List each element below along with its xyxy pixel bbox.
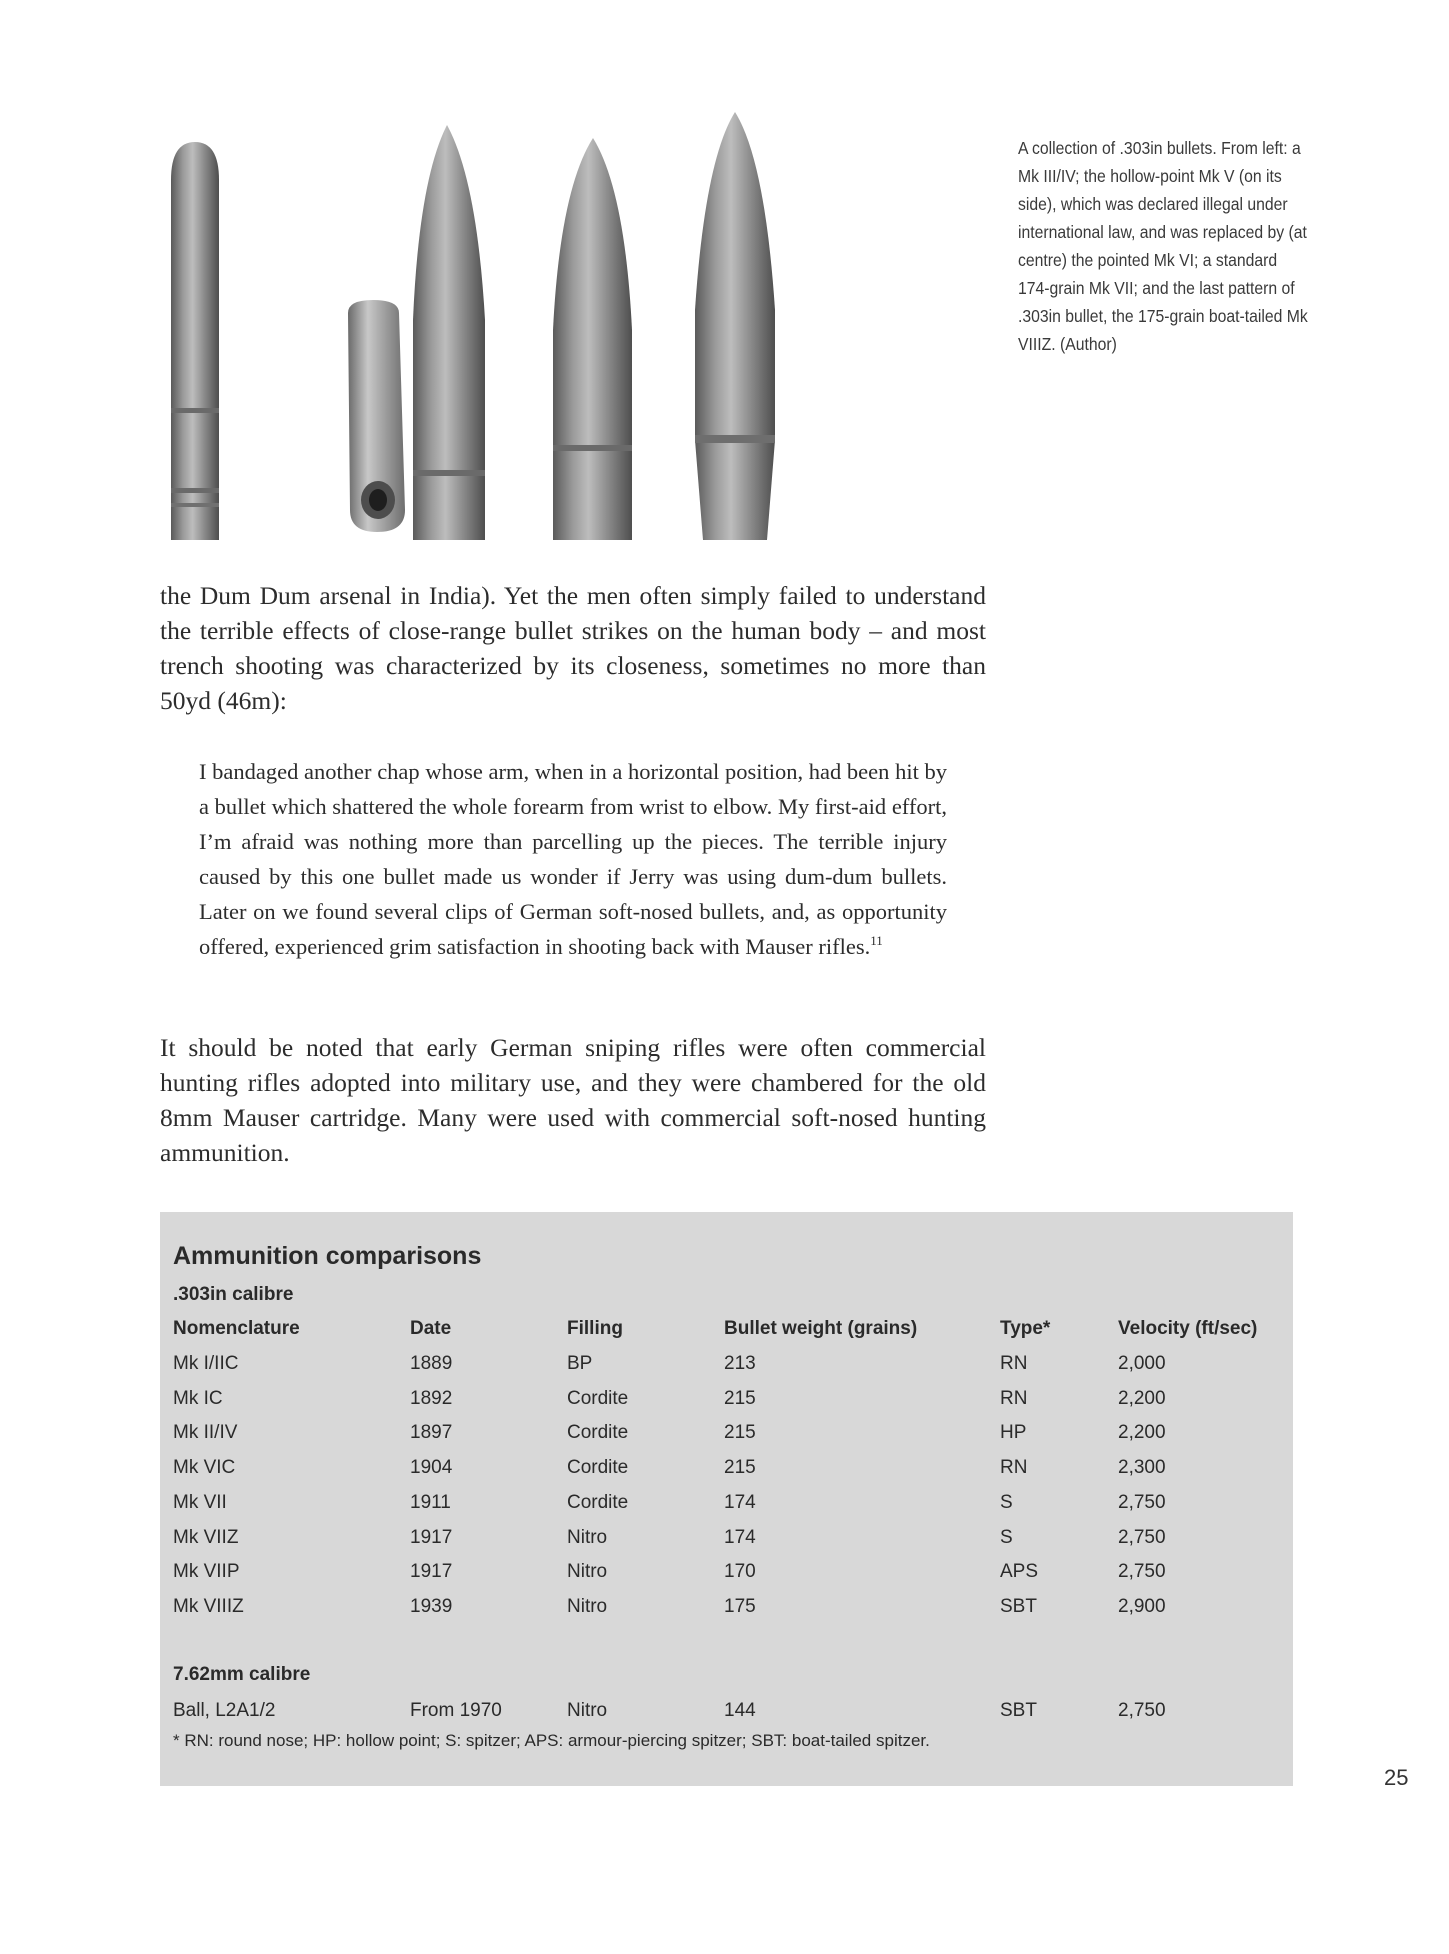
table-row — [160, 1388, 1293, 1418]
table-row — [160, 1527, 1293, 1557]
table-cell: Nitro — [567, 1700, 608, 1721]
body-paragraph: the Dum Dum arsenal in India). Yet the men often simply failed to understand the terrible effects of close-range bullet strikes on the human body – and most trench shooting was characterized by its closeness, sometimes no more than 50yd (46m): — [160, 581, 986, 715]
bullet-mk-v-hollow-point — [348, 300, 405, 532]
bullets-photo — [155, 100, 985, 560]
table-cell: Mk VIC — [173, 1457, 236, 1478]
block-quote — [199, 754, 947, 964]
table-cell: 2,750 — [1118, 1561, 1166, 1582]
table-cell: 170 — [724, 1561, 756, 1582]
table-cell: Cordite — [567, 1422, 629, 1443]
table-cell: 2,900 — [1118, 1596, 1166, 1617]
body-paragraph: It should be noted that early German sniping rifles were often commercial hunting rifles adopted into military use, and they were chambered for the old 8mm Mauser cartridge. Many were used with commercial soft-nosed hunting ammunition. — [160, 1033, 986, 1167]
column-header: Filling — [567, 1318, 623, 1339]
table-cell: Mk VIIIZ — [173, 1596, 244, 1617]
table-cell: 175 — [724, 1596, 756, 1617]
column-header: Velocity (ft/sec) — [1118, 1318, 1258, 1339]
table-cell: 1897 — [410, 1422, 453, 1443]
table-cell: RN — [1000, 1457, 1028, 1478]
column-header: Date — [410, 1318, 452, 1339]
table-cell: Mk VIIZ — [173, 1527, 239, 1548]
table-cell: SBT — [1000, 1596, 1037, 1617]
quote-text: I bandaged another chap whose arm, when in a horizontal position, had been hit by a bullet which shattered the whole forearm from wrist to elbow. My first-aid effort, I’m afraid was nothing more than parcelling up the pieces. The terrible injury caused by this one bullet made us wonder if Jerry was using dum-dum bullets. Later on we found several clips of German soft-nosed bullets, and, as opportunity offered, experienced grim satisfaction in shooting back with Mauser rifles. — [199, 759, 947, 959]
table-cell: 2,750 — [1118, 1527, 1166, 1548]
table-cell: Cordite — [567, 1457, 629, 1478]
bullet-mk-vii — [553, 138, 632, 540]
table-cell: 2,200 — [1118, 1422, 1166, 1443]
footnote-reference: 11 — [870, 933, 883, 948]
table-cell: 215 — [724, 1457, 756, 1478]
table-cell: APS — [1000, 1561, 1039, 1582]
table-cell: 2,750 — [1118, 1492, 1166, 1513]
table-cell: Mk I/IIC — [173, 1353, 239, 1374]
table-cell: 1939 — [410, 1596, 453, 1617]
table-row — [160, 1457, 1293, 1487]
table-row — [160, 1492, 1293, 1522]
table-cell: Cordite — [567, 1388, 629, 1409]
table-cell: 1917 — [410, 1561, 453, 1582]
table-cell: 2,750 — [1118, 1700, 1166, 1721]
table-cell: 2,300 — [1118, 1457, 1166, 1478]
bullet-mk-vi — [413, 125, 485, 540]
table-row — [160, 1422, 1293, 1452]
table-row — [160, 1596, 1293, 1626]
bullet-mk-iii-iv — [171, 142, 219, 540]
table-cell: Mk VII — [173, 1492, 227, 1513]
table-cell: S — [1000, 1527, 1013, 1548]
table-cell: 1889 — [410, 1353, 453, 1374]
ammunition-comparisons-table — [160, 1212, 1293, 1786]
table-cell: Nitro — [567, 1527, 608, 1548]
table-cell: 1904 — [410, 1457, 453, 1478]
table-cell: HP — [1000, 1422, 1027, 1443]
table-cell: 2,200 — [1118, 1388, 1166, 1409]
table-footnote: * RN: round nose; HP: hollow point; S: spitzer; APS: armour-piercing spitzer; SBT: boat-tailed spitzer. — [173, 1731, 930, 1750]
bullet-mk-viiiz — [695, 112, 775, 540]
table-cell: SBT — [1000, 1700, 1037, 1721]
table-cell: RN — [1000, 1353, 1028, 1374]
table-cell: 215 — [724, 1388, 756, 1409]
table-cell: 1917 — [410, 1527, 453, 1548]
table-cell: Ball, L2A1/2 — [173, 1700, 276, 1721]
table-cell: S — [1000, 1492, 1013, 1513]
table-cell: Cordite — [567, 1492, 629, 1513]
column-header: Bullet weight (grains) — [724, 1318, 918, 1339]
table-cell: BP — [567, 1353, 593, 1374]
section-heading: 7.62mm calibre — [173, 1664, 311, 1685]
table-row — [160, 1700, 1293, 1730]
table-title: Ammunition comparisons — [173, 1242, 482, 1270]
table-cell: 2,000 — [1118, 1353, 1166, 1374]
table-cell: 1892 — [410, 1388, 453, 1409]
table-cell: From 1970 — [410, 1700, 502, 1721]
table-cell: Mk II/IV — [173, 1422, 238, 1443]
table-cell: 213 — [724, 1353, 756, 1374]
table-row — [160, 1353, 1293, 1383]
table-cell: Nitro — [567, 1561, 608, 1582]
page-number: 25 — [1384, 1765, 1409, 1790]
table-cell: Mk IC — [173, 1388, 223, 1409]
table-cell: 174 — [724, 1527, 756, 1548]
table-row — [160, 1561, 1293, 1591]
table-cell: Mk VIIP — [173, 1561, 240, 1582]
figure-caption: A collection of .303in bullets. From left: a Mk III/IV; the hollow-point Mk V (on its side), which was declared illegal under international law, and was replaced by (at centre) the pointed Mk VI; a standard 174-grain Mk VII; and the last pattern of .303in bullet, the 175-grain boat-tailed Mk VIIIZ. (Author) — [1018, 138, 1308, 354]
table-cell: RN — [1000, 1388, 1028, 1409]
section-heading: .303in calibre — [173, 1284, 294, 1305]
table-cell: 215 — [724, 1422, 756, 1443]
table-cell: 144 — [724, 1700, 756, 1721]
table-header-row — [160, 1318, 1293, 1348]
table-cell: 174 — [724, 1492, 756, 1513]
column-header: Nomenclature — [173, 1318, 300, 1339]
table-cell: Nitro — [567, 1596, 608, 1617]
table-cell: 1911 — [410, 1492, 451, 1513]
column-header: Type* — [1000, 1318, 1051, 1339]
